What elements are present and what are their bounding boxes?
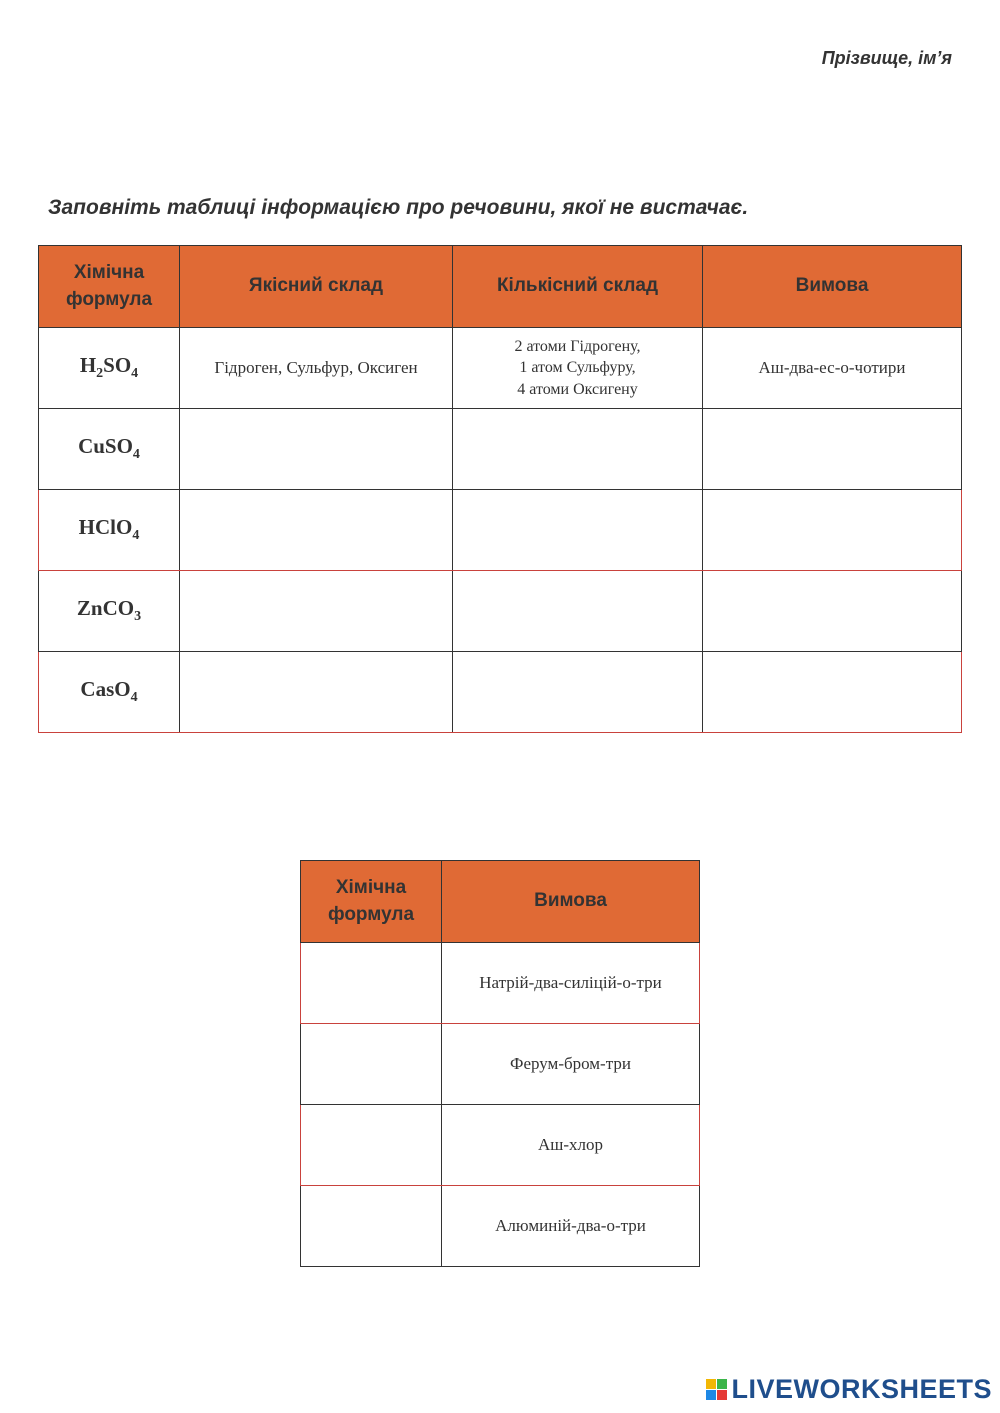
pronunciation-input-cell[interactable] [703, 409, 962, 490]
formula-input-cell[interactable] [301, 943, 442, 1024]
qualitative-cell: Гідроген, Сульфур, Оксиген [180, 328, 453, 409]
formula-input-cell[interactable] [301, 1024, 442, 1105]
qualitative-input-cell[interactable] [180, 409, 453, 490]
col-header-formula: Хімічна формула [39, 246, 180, 328]
name-label: Прізвище, ім’я [821, 48, 952, 68]
table-row [301, 1186, 700, 1267]
formula-cell: HClO$_4$ [39, 490, 180, 571]
col-header-quantitative: Кількісний склад [453, 246, 703, 328]
quantitative-cell: 2 атоми Гідрогену, 1 атом Сульфуру, 4 атоми Оксигену [453, 328, 703, 409]
formula-cell: $H_2SO_4$ [39, 328, 180, 409]
quantitative-input-cell[interactable] [453, 490, 703, 571]
formula-cell: ZnCO$_3$ [39, 571, 180, 652]
pronunciation-cell: Аш-два-ес-о-чотири [703, 328, 962, 409]
pronunciation-table [300, 860, 700, 1267]
qualitative-input-cell[interactable] [180, 571, 453, 652]
formula-input-cell[interactable] [301, 1105, 442, 1186]
col-header-pronunciation: Вимова [442, 861, 700, 943]
pronunciation-cell: Ферум-бром-три [442, 1024, 700, 1105]
pronunciation-input-cell[interactable] [703, 490, 962, 571]
col-header-qualitative: Якісний склад [180, 246, 453, 328]
table2-header-row [301, 861, 700, 943]
pronunciation-input-cell[interactable] [703, 652, 962, 733]
col-header-pronunciation: Вимова [703, 246, 962, 328]
quantitative-input-cell[interactable] [453, 652, 703, 733]
table-row [39, 571, 962, 652]
pronunciation-cell: Алюминій-два-о-три [442, 1186, 700, 1267]
table1-header-row [39, 246, 962, 328]
qualitative-input-cell[interactable] [180, 652, 453, 733]
pronunciation-cell: Натрій-два-силіцій-о-три [442, 943, 700, 1024]
formula-cell: CasO$_4$ [39, 652, 180, 733]
table-row [39, 490, 962, 571]
formula-cell: CuSO$_4$ [39, 409, 180, 490]
table-row [39, 409, 962, 490]
pronunciation-cell: Аш-хлор [442, 1105, 700, 1186]
table-row [301, 943, 700, 1024]
qualitative-input-cell[interactable] [180, 490, 453, 571]
col-header-formula: Хімічна формула [301, 861, 442, 943]
quantitative-input-cell[interactable] [453, 409, 703, 490]
liveworksheets-logo [706, 1374, 992, 1405]
instruction-text: Заповніть таблиці інформацією про речовини, якої не вистачає. [48, 196, 749, 219]
logo-blocks-icon [706, 1379, 727, 1400]
formula-input-cell[interactable] [301, 1186, 442, 1267]
substances-table [38, 245, 962, 733]
table-row [39, 652, 962, 733]
table-row [39, 328, 962, 409]
table-row [301, 1024, 700, 1105]
table-row [301, 1105, 700, 1186]
logo-text: LIVEWORKSHEETS [731, 1374, 992, 1404]
quantitative-input-cell[interactable] [453, 571, 703, 652]
pronunciation-input-cell[interactable] [703, 571, 962, 652]
